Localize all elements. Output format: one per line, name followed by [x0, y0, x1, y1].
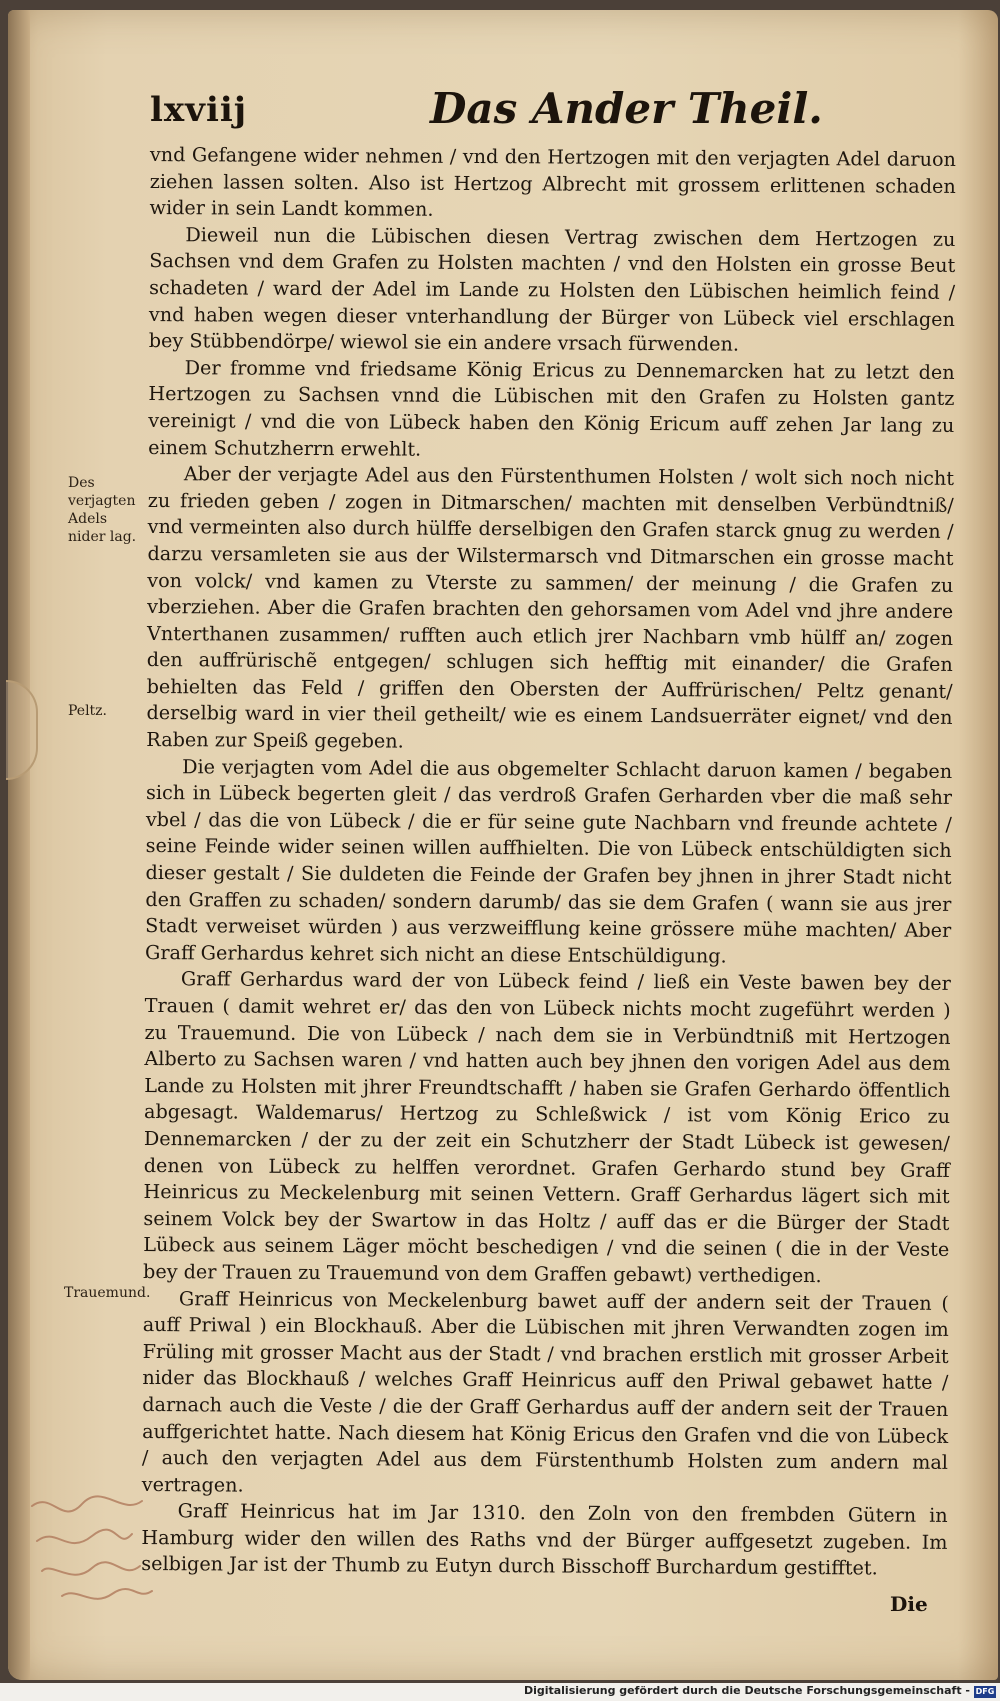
handwritten-annotation — [22, 1486, 172, 1616]
margin-note-trauemund: Trauemund. — [64, 1285, 151, 1301]
paragraph-4: Aber der verjagte Adel aus den Fürstenthumen Holsten / wolt sich noch nicht zu frieden geben / zogen in Ditmarschen/ machten mit denselben Verbündtniß/ vnd vermeinten also durch hülffe derselbigen den Grafen starck gnug zu werden / darzu versamleten sie aus der Wilstermarsch vnd Ditmarschen ein grosse macht von volck/ vnd kamen zu Vterste zu sammen/ der meinung / die Grafen zu vberziehen. Aber die Grafen brachten den gehorsamen vom Adel vnd jhre andere Vnterthanen zusammen/ rufften auch etlich jrer Nachbarn vmb hülff an/ zogen den auffrürischẽ entgegen/ schlugen sich hefftig mit einander/ die Grafen behielten das Feld / griffen den Obersten der Auffrürischen/ Peltz genant/ derselbig ward in vier theil getheilt/ wie es einem Landsuerräter eignet/ vnd den Raben zur Speiß gegeben. — [146, 462, 955, 753]
main-text — [141, 142, 956, 1583]
footer-bar — [0, 1683, 1000, 1701]
paragraph-8: Graff Heinricus hat im Jar 1310. den Zoln von den frembden Gütern in Hamburg wider den willen des Raths vnd der Bürger auffgesetzt zugeben. Im selbigen Jar ist der Thumb zu Eutyn durch Bisschoff Burchardum gestifftet. — [141, 1499, 948, 1580]
running-title: Das Ander Theil. — [430, 84, 823, 133]
folio-number: lxviij — [150, 90, 248, 130]
digitization-credit: Digitalisierung gefördert durch die Deutsche Forschungsgemeinschaft - — [523, 1684, 970, 1697]
page-header — [150, 82, 950, 138]
margin-note-adel: Des verjagten Adels nider lag. — [68, 475, 137, 545]
paragraph-6: Graff Gerhardus ward der von Lübeck feind / ließ ein Veste bawen bey der Trauen ( damit wehret er/ das den von Lübeck nichts mocht zugeführt werden ) zu Trauemund. Die von Lübeck / nach dem sie in Verbündtniß mit Hertzogen Alberto zu Sachsen waren / vnd hatten auch bey jhnen den vorigen Adel aus dem Lande zu Holsten mit jhrer Freundtschafft / haben sie Grafen Gerhardo öffentlich abgesagt. Waldemarus/ Hertzog zu Schleßwick / ist vom König Erico zu Dennemarcken / der zu der zeit ein Schutzherr der Stadt Lübeck ist gewesen/ denen von Lübeck zu helffen verordnet. Grafen Gerhardo stund bey Graff Heinricus zu Meckelenburg mit seinen Vettern. Graff Gerhardus lägert sich mit seinem Volck bey der Swartow in das Holtz / auff das er die Bürger der Stadt Lübeck aus seinem Läger möcht beschedigen / vnd die seinen ( die in der Veste bey der Trauen zu Trauemund von dem Graffen gebawt) verthedigen. — [143, 967, 951, 1288]
page-gutter — [8, 10, 30, 1680]
paragraph-5: Die verjagten vom Adel die aus obgemelter Schlacht daruon kamen / begaben sich in Lübeck begerten gleit / das verdroß Grafen Gerharden vber die maß sehr vbel / das die von Lübeck / die er für seine gute Nachbarn vnd freunde achtete / seine Feinde wider seinen willen auffhielten. Die von Lübeck entschüldigten sich dieser gestalt / Sie duldeten die Feinde der Grafen bey jhnen in jhrer Stadt nicht den Graffen zu schaden/ sondern darumb/ das sie dem Grafen ( wann sie aus jrer Stadt verweiset würden ) aus verzweifflung keine grössere mühe machten/ Aber Graff Gerhardus kehret sich nicht an diese Entschüldigung. — [144, 754, 953, 968]
paragraph-1: vnd Gefangene wider nehmen / vnd den Hertzogen mit den verjagten Adel daruon ziehen lassen solten. Also ist Hertzog Albrecht mit grossem erlittenen schaden wider in sein Landt kommen. — [149, 142, 956, 221]
dfg-logo: DFG — [975, 1687, 995, 1696]
catchword: Die — [890, 1592, 928, 1616]
paragraph-7: Graff Heinricus von Meckelenburg bawet auff der andern seit der Trauen ( auff Priwal ) ein Blockhauß. Aber die Lübischen mit jhren Verwandten zogen im Früling mit grosser Macht aus der Stadt / vnd brachen erstlich mit grosser Arbeit nider das Blockhauß / welches Graff Heinricus auff den Priwal gebawet hatte / darnach auch die Veste / die der Graff Gerhardus auff der andern seit der Trauen auffgerichtet hatte. Nach diesem hat König Ericus den Grafen vnd die von Lübeck / auch den verjagten Adel aus dem Fürstenthumb Holsten zum andern mal vertragen. — [141, 1286, 949, 1497]
margin-note-peltz: Peltz. — [68, 703, 108, 719]
paragraph-2: Dieweil nun die Lübischen diesen Vertrag zwischen dem Hertzogen zu Sachsen vnd dem Grafen zu Holsten machten / vnd den Holsten ein grosse Beut schadeten / ward der Adel im Lande zu Holsten den Lübischen heimlich feind / vnd haben wegen dieser vnterhandlung der Bürger von Lübeck viel erschlagen bey Stübbendörpe/ wiewol sie ein andere vrsach fürwenden. — [148, 222, 956, 356]
paragraph-3: Der fromme vnd friedsame König Ericus zu Dennemarcken hat zu letzt den Hertzogen zu Sachsen vnnd die Lübischen mit den Grafen zu Holsten gantz vereinigt / vnd die von Lübeck haben den König Ericum auff zehen Jar lang zu einem Schutzherrn erwehlt. — [148, 355, 955, 461]
